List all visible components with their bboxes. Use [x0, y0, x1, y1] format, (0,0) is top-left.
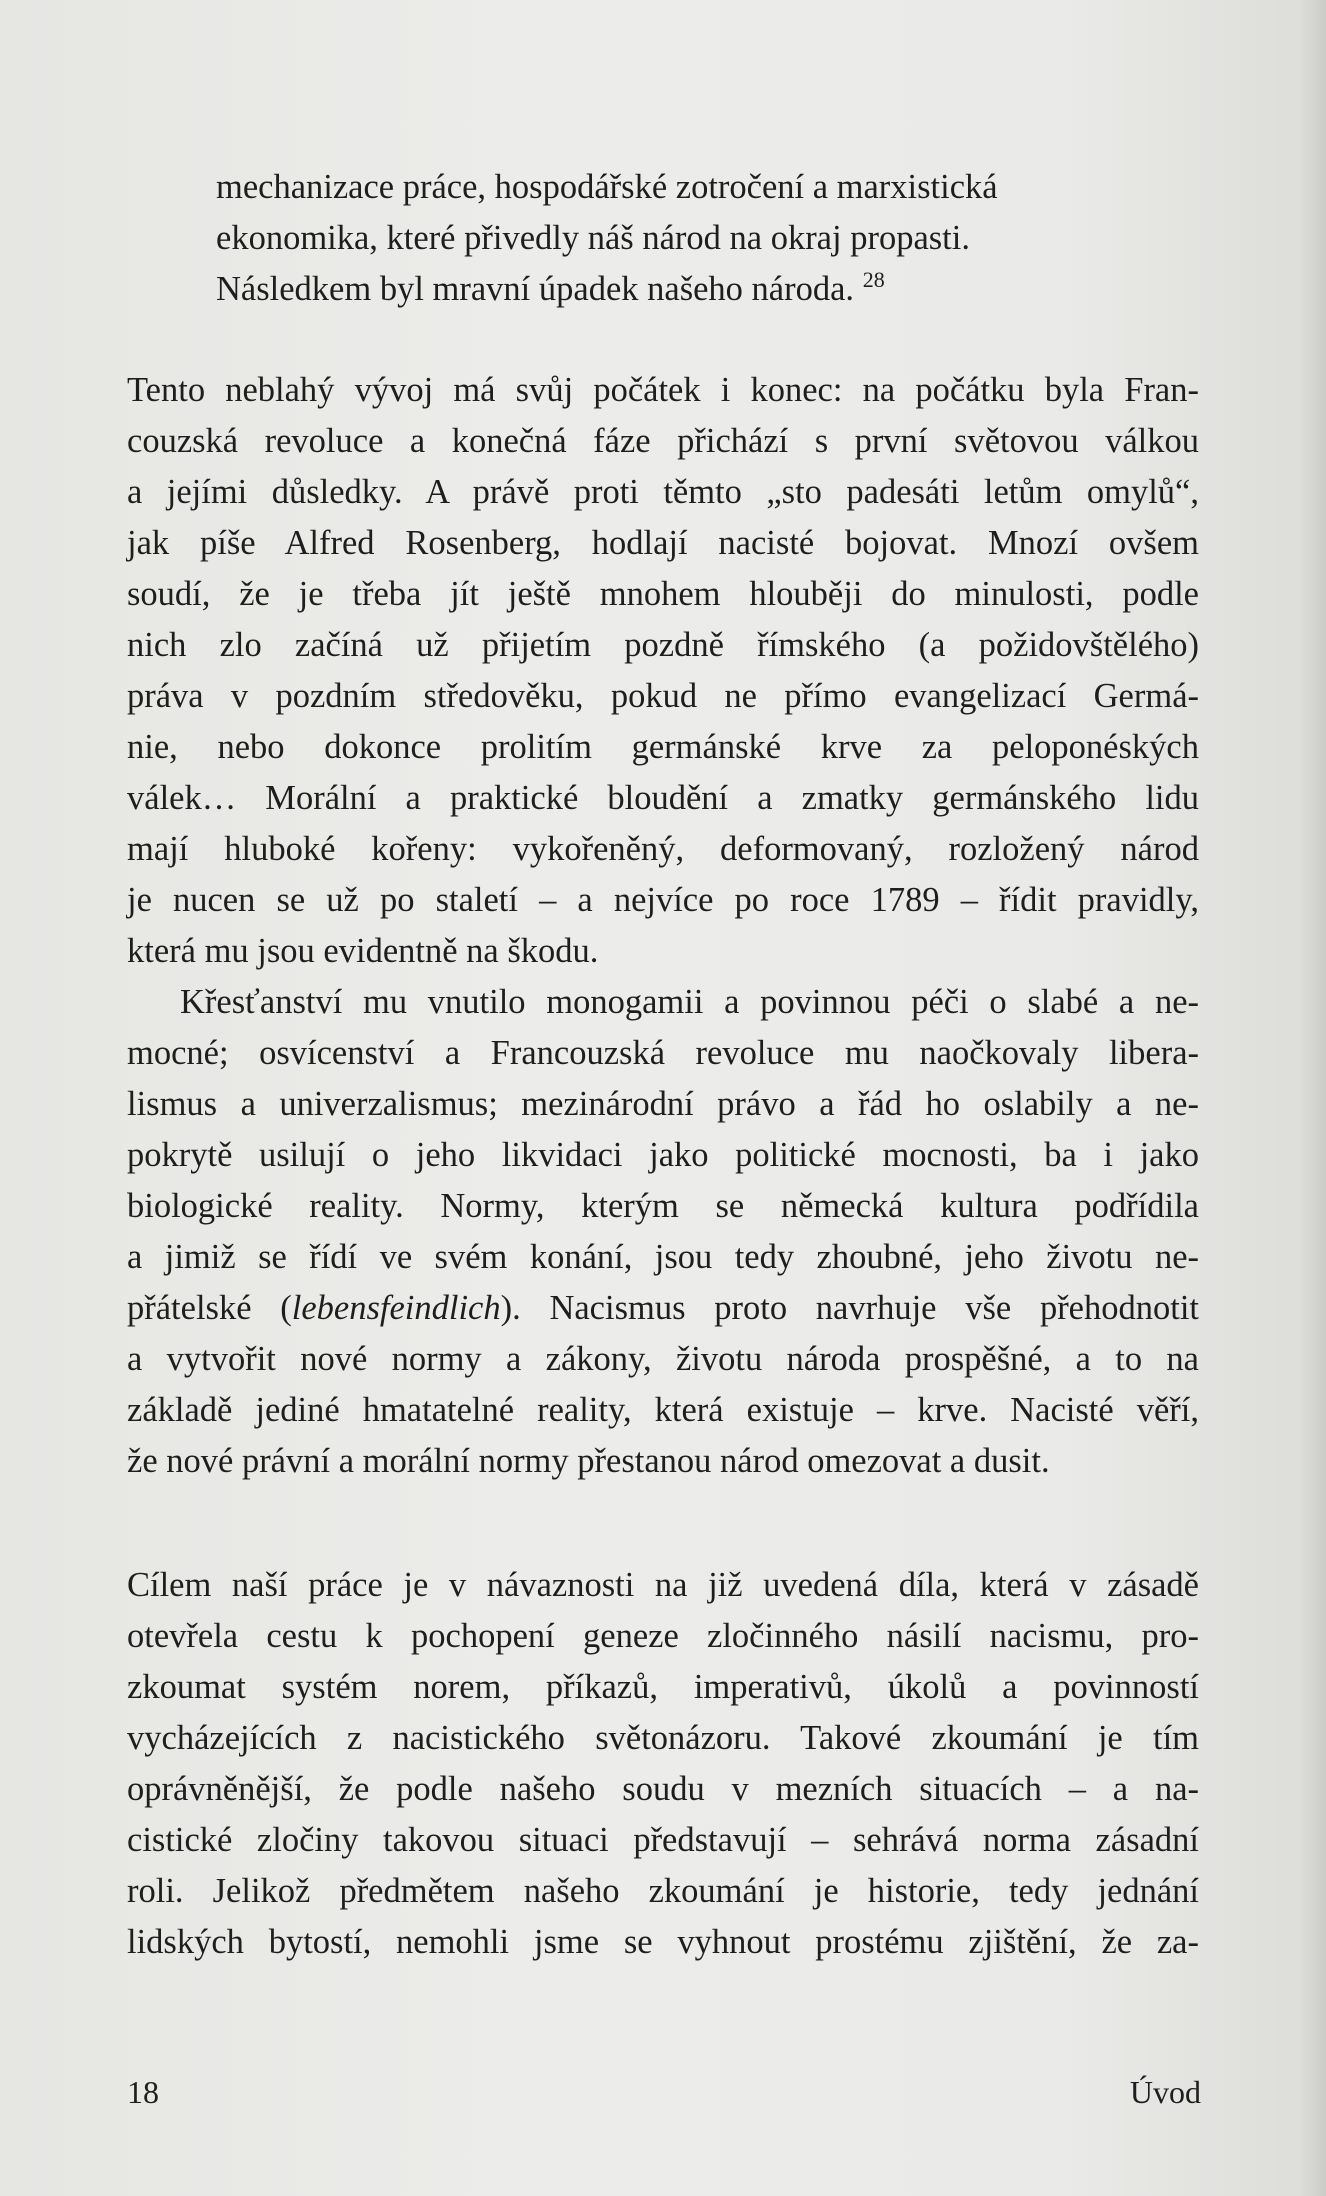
paragraph-line: je nucen se už po staletí – a nejvíce po roce 1789 – řídit pravidly, — [127, 881, 1199, 919]
paragraph-line: která mu jsou evidentně na škodu. — [127, 932, 599, 970]
paragraph-line: couzská revoluce a konečná fáze přichází s první světovou válkou — [127, 422, 1199, 460]
paragraph-line: Cílem naší práce je v návaznosti na již uvedená díla, která v zásadě — [127, 1566, 1199, 1604]
paragraph-line: a jejími důsledky. A právě proti těmto „sto padesáti letům omylů“, — [127, 473, 1199, 511]
text-segment: přátelské ( — [127, 1289, 292, 1327]
paragraph-line: lismus a univerzalismus; mezinárodní právo a řád ho oslabily a ne- — [127, 1085, 1199, 1123]
paragraph-line: mají hluboké kořeny: vykořeněný, deformovaný, rozložený národ — [127, 830, 1199, 868]
page-number: 18 — [127, 2074, 159, 2110]
paragraph-line: a vytvořit nové normy a zákony, životu národa prospěšné, a to na — [127, 1340, 1199, 1378]
paragraph-line: soudí, že je třeba jít ještě mnohem hlouběji do minulosti, podle — [127, 575, 1199, 613]
paragraph-line: Křesťanství mu vnutilo monogamii a povinnou péči o slabé a ne- — [180, 983, 1199, 1021]
paragraph-line: zkoumat systém norem, příkazů, imperativů, úkolů a povinností — [127, 1668, 1199, 1706]
text-segment: ). Nacismus proto navrhuje vše přehodnotit — [500, 1289, 1200, 1327]
paragraph-line: pokrytě usilují o jeho likvidaci jako politické mocnosti, ba i jako — [127, 1136, 1199, 1174]
page-edge-shadow — [1300, 0, 1326, 2196]
paragraph-line: roli. Jelikož předmětem našeho zkoumání je historie, tedy jednání — [127, 1872, 1199, 1910]
block-quote — [216, 162, 1114, 315]
paragraph-line: biologické reality. Normy, kterým se německá kultura podřídila — [127, 1187, 1199, 1225]
paragraph-line: Tento neblahý vývoj má svůj počátek i konec: na počátku byla Fran- — [127, 371, 1199, 409]
paragraph-line: lidských bytostí, nemohli jsme se vyhnout prostému zjištění, že za- — [127, 1923, 1199, 1961]
italic-term: lebensfeindlich — [291, 1289, 501, 1327]
running-footer-section: Úvod — [1129, 2074, 1201, 2110]
quote-line: mechanizace práce, hospodářské zotročení a marxistická — [216, 168, 998, 206]
paragraph-line — [127, 1283, 1199, 1334]
paragraph-line: že nové právní a morální normy přestanou národ omezovat a dusit. — [127, 1442, 1050, 1480]
footnote-marker: 28 — [862, 267, 885, 292]
paragraph-line: válek… Morální a praktické bloudění a zmatky germánského lidu — [127, 779, 1199, 817]
paragraph-line: nie, nebo dokonce prolitím germánské krve za peloponéských — [127, 728, 1199, 766]
paragraph-line: základě jediné hmatatelné reality, která existuje – krve. Nacisté věří, — [127, 1391, 1199, 1429]
paragraph-line: a jimiž se řídí ve svém konání, jsou tedy zhoubné, jeho životu ne- — [127, 1238, 1199, 1276]
paragraph-line: jak píše Alfred Rosenberg, hodlají nacisté bojovat. Mnozí ovšem — [127, 524, 1199, 562]
paragraph-2 — [127, 977, 1199, 1487]
quote-line — [216, 264, 1114, 315]
quote-line-text: Následkem byl mravní úpadek našeho národa. — [216, 270, 855, 308]
paragraph-line: práva v pozdním středověku, pokud ne přímo evangelizací Germá- — [127, 677, 1199, 715]
paragraph-line: vycházejících z nacistického světonázoru. Takové zkoumání je tím — [127, 1719, 1199, 1757]
paragraph-line: otevřela cestu k pochopení geneze zločinného násilí nacismu, pro- — [127, 1617, 1199, 1655]
paragraph-line: nich zlo začíná už přijetím pozdně římského (a požidovštělého) — [127, 626, 1199, 664]
paragraph-line: oprávněnější, že podle našeho soudu v mezních situacích – a na- — [127, 1770, 1199, 1808]
paragraph-line: cistické zločiny takovou situaci představují – sehrává norma zásadní — [127, 1821, 1199, 1859]
paragraph-3 — [127, 1560, 1199, 1968]
paragraph-1 — [127, 365, 1199, 977]
paragraph-line: mocné; osvícenství a Francouzská revoluce mu naočkovaly libera- — [127, 1034, 1199, 1072]
quote-line: ekonomika, které přivedly náš národ na okraj propasti. — [216, 219, 970, 257]
